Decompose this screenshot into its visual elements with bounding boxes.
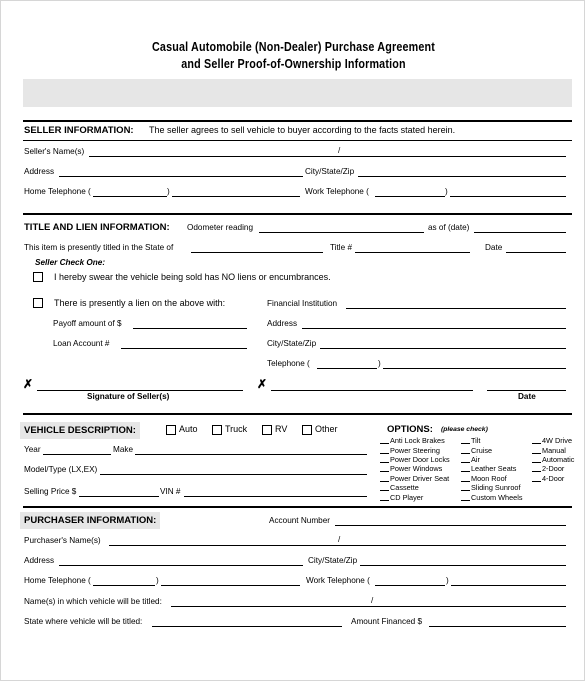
purchaser-home-phone-area-field[interactable] [93, 585, 155, 586]
account-number-label: Account Number [269, 516, 330, 525]
form-title-line1: Casual Automobile (Non-Dealer) Purchase Agreement [151, 40, 436, 54]
no-lien-text: I hereby swear the vehicle being sold has NO liens or encumbrances. [54, 272, 331, 282]
paren-close: ) [167, 187, 170, 196]
option-item: Custom Wheels [471, 493, 523, 502]
seller-home-phone-label: Home Telephone ( [24, 187, 91, 196]
option-item: Leather Seats [471, 464, 517, 473]
account-number-field[interactable] [335, 525, 566, 526]
lien-address-label: Address [267, 319, 298, 328]
paren-close: ) [156, 576, 159, 585]
lien-city-label: City/State/Zip [267, 339, 317, 348]
option-item: Power Steering [390, 446, 440, 455]
seller-name-label: Seller's Name(s) [24, 147, 85, 156]
titled-state-label: This item is presently titled in the State of [24, 243, 174, 252]
name-separator: / [338, 535, 341, 544]
seller-intro-text: The seller agrees to sell vehicle to buyer according to the facts stated herein. [149, 125, 456, 135]
purchaser-section-header: PURCHASER INFORMATION: [20, 512, 160, 529]
purchaser-address-field[interactable] [59, 565, 303, 566]
option-item: 4W Drive [542, 436, 572, 445]
state-titled-field[interactable] [152, 626, 342, 627]
option-item: CD Player [390, 493, 424, 502]
option-item: 4-Door [542, 474, 565, 483]
amount-financed-field[interactable] [429, 626, 566, 627]
option-checkline[interactable] [532, 462, 541, 463]
option-item: Power Door Locks [390, 455, 450, 464]
seller-section-header: SELLER INFORMATION: [24, 125, 134, 136]
year-label: Year [24, 445, 41, 454]
titled-names-field[interactable] [171, 606, 566, 607]
option-item: Power Driver Seat [390, 474, 450, 483]
state-titled-label: State where vehicle will be titled: [24, 617, 143, 626]
signature-x-mark: ✗ [257, 377, 268, 391]
option-item: Cassette [390, 483, 419, 492]
titled-names-label: Name(s) in which vehicle will be titled: [24, 597, 162, 606]
paren-close: ) [378, 359, 381, 368]
option-item: Sliding Sunroof [471, 483, 521, 492]
option-item: Power Windows [390, 464, 443, 473]
option-checkline[interactable] [532, 471, 541, 472]
purchaser-work-phone-field[interactable] [451, 585, 566, 586]
as-of-date-label: as of (date) [428, 223, 470, 232]
purchaser-name-label: Purchaser's Name(s) [24, 536, 101, 545]
title-lien-section-header: TITLE AND LIEN INFORMATION: [24, 222, 170, 233]
lien-telephone-label: Telephone ( [267, 359, 310, 368]
model-type-label: Model/Type (LX,EX) [24, 465, 98, 474]
financial-institution-label: Financial Institution [267, 299, 338, 308]
purchaser-address-label: Address [24, 556, 55, 565]
title-number-label: Title # [330, 243, 352, 252]
signature-of-sellers-label: Signature of Seller(s) [87, 392, 170, 401]
purchaser-name-field[interactable] [109, 545, 566, 546]
vehicle-section-header: VEHICLE DESCRIPTION: [20, 422, 140, 439]
signature-x-mark: ✗ [23, 377, 34, 391]
option-item: Manual [542, 446, 566, 455]
vin-label: VIN # [160, 487, 181, 496]
option-item: Automatic [542, 455, 575, 464]
paren-close: ) [446, 576, 449, 585]
option-item: Air [471, 455, 480, 464]
title-date-label: Date [485, 243, 503, 252]
options-hint: (please check) [441, 426, 488, 433]
divider [23, 506, 572, 508]
make-label: Make [113, 445, 134, 454]
purchaser-work-phone-area-field[interactable] [375, 585, 445, 586]
purchaser-city-label: City/State/Zip [308, 556, 358, 565]
loan-account-label: Loan Account # [53, 339, 110, 348]
amount-financed-label: Amount Financed $ [351, 617, 423, 626]
type-other-label: Other [315, 424, 338, 434]
name-separator: / [338, 146, 341, 155]
type-rv-label: RV [275, 424, 288, 434]
seller-city-label: City/State/Zip [305, 167, 355, 176]
signature-date-label: Date [518, 392, 536, 401]
paren-close: ) [445, 187, 448, 196]
option-item: Anti Lock Brakes [390, 436, 445, 445]
type-auto-label: Auto [179, 424, 198, 434]
options-header: OPTIONS: [387, 424, 433, 435]
option-item: Moon Roof [471, 474, 507, 483]
form-title-line2: and Seller Proof-of-Ownership Information [181, 57, 406, 71]
option-checkline[interactable] [532, 481, 541, 482]
purchaser-city-field[interactable] [360, 565, 566, 566]
seller-address-label: Address [24, 167, 55, 176]
option-item: 2-Door [542, 464, 565, 473]
option-item: Cruise [471, 446, 493, 455]
option-item: Tilt [471, 436, 481, 445]
odometer-label: Odometer reading [187, 223, 253, 232]
seller-check-one-label: Seller Check One: [35, 258, 106, 267]
payoff-amount-label: Payoff amount of $ [53, 319, 122, 328]
option-checkline[interactable] [532, 453, 541, 454]
purchaser-work-phone-label: Work Telephone ( [306, 576, 370, 585]
purchaser-home-phone-field[interactable] [161, 585, 300, 586]
seller-work-phone-label: Work Telephone ( [305, 187, 369, 196]
lien-text: There is presently a lien on the above with: [54, 298, 226, 308]
purchaser-home-phone-label: Home Telephone ( [24, 576, 91, 585]
selling-price-label: Selling Price $ [24, 487, 77, 496]
name-separator: / [371, 596, 374, 605]
type-truck-label: Truck [225, 424, 248, 434]
option-checkline[interactable] [532, 443, 541, 444]
